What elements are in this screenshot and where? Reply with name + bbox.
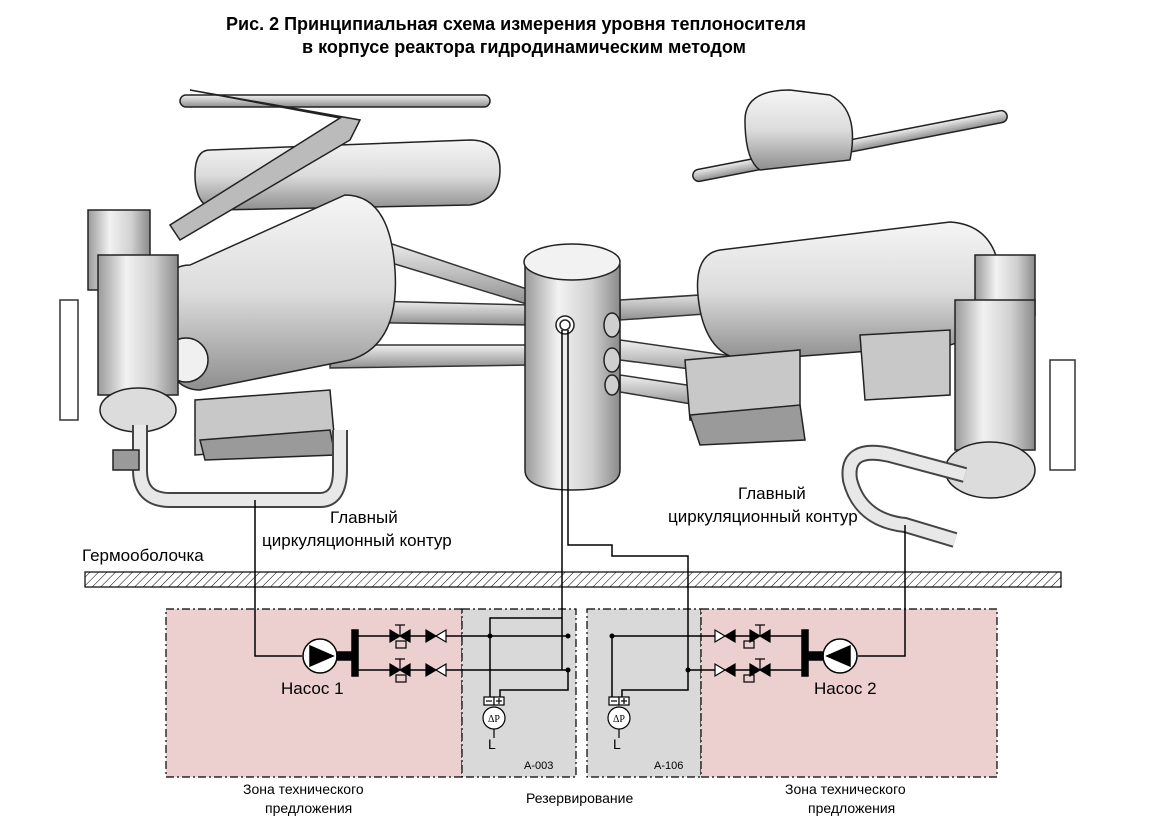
- loop-left-label-1: Главный: [330, 508, 398, 527]
- reactor-vessel: [524, 244, 620, 490]
- zone-redundancy-a106: [587, 609, 701, 777]
- figure-title-line1: Рис. 2 Принципиальная схема измерения уровня теплоносителя: [226, 14, 807, 34]
- zone-left-label-2: предложения: [265, 800, 353, 816]
- zone-redundancy-a003: [462, 609, 576, 777]
- dp-label-a003: ΔP: [488, 714, 500, 725]
- loop-right-label-2: циркуляционный контур: [668, 507, 858, 526]
- containment-wall: [85, 572, 1061, 587]
- pump1-label: Насос 1: [281, 679, 344, 698]
- level-label-a003: L: [488, 736, 496, 752]
- dp-label-a106: ΔP: [613, 714, 625, 725]
- redundancy-label: Резервирование: [526, 790, 634, 806]
- loop-left-label-2: циркуляционный контур: [262, 531, 452, 550]
- figure-title-line2: в корпусе реактора гидродинамическим методом: [302, 37, 746, 57]
- pump2-label: Насос 2: [814, 679, 877, 698]
- cabinet-a003-label: А-003: [524, 760, 554, 772]
- zone-right-label-1: Зона технического: [785, 781, 906, 797]
- zone-right-label-2: предложения: [808, 800, 896, 816]
- cabinet-a106-label: А-106: [654, 760, 684, 772]
- level-label-a106: L: [613, 736, 621, 752]
- loop-right-label-1: Главный: [738, 484, 806, 503]
- containment-label: Гермооболочка: [82, 546, 204, 565]
- zone-left-label-1: Зона технического: [243, 781, 364, 797]
